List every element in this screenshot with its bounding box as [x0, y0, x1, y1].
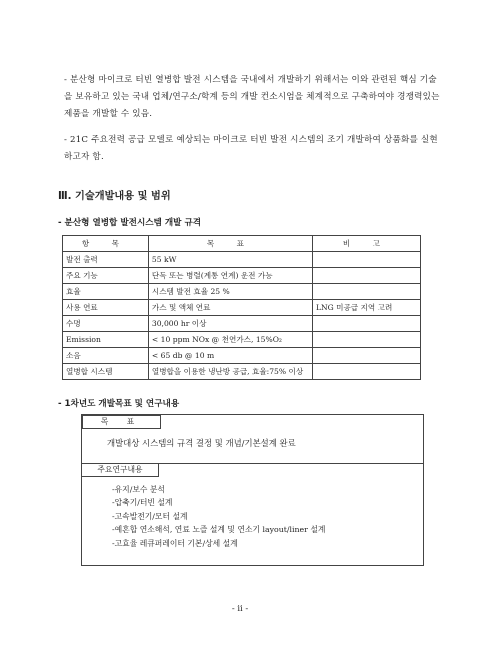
table-row	[63, 284, 421, 300]
table-cell	[312, 252, 420, 268]
table-cell	[312, 348, 420, 364]
intro-paragraph-2: - 21C 주요전력 공급 모델로 예상되는 마이크로 터빈 발전 시스템의 조기 개발하여 상품화를 실현하고자 함.	[64, 135, 438, 162]
table-cell: 가스 및 액체 연료	[148, 300, 312, 316]
table-cell: < 65 db @ 10 m	[148, 348, 312, 364]
header-goal: 목 표	[148, 236, 312, 252]
table-row	[63, 332, 421, 348]
table-cell	[312, 284, 420, 300]
section-heading: Ⅲ. 기술개발내용 및 범위	[58, 191, 171, 202]
table-cell: 열병합을 이용한 냉난방 공급, 효율:75% 이상	[148, 364, 312, 380]
table-header-row	[63, 236, 421, 252]
table-cell	[312, 364, 420, 380]
intro-paragraph-1: - 분산형 마이크로 터빈 열병합 발전 시스템을 국내에서 개발하기 위해서는 이와 관련된 핵심 기술을 보유하고 있는 국내 업체/연구소/학계 등의 개발 컨소시엄을 체계적으로 구축하여야 경쟁력있는 제품을 개발할 수 있음.	[64, 75, 440, 119]
table-cell: 소음	[63, 348, 149, 364]
table-cell: 시스템 발전 효율 25 %	[148, 284, 312, 300]
goal-text: 개발대상 시스템의 규격 결정 및 개념/기본설계 완료	[107, 438, 296, 448]
table-cell: 55 kW	[148, 252, 312, 268]
table-cell: LNG 미공급 지역 고려	[312, 300, 420, 316]
table-cell	[312, 268, 420, 284]
table-cell: 단독 또는 병렬(계통 연계) 운전 가능	[148, 268, 312, 284]
table-cell	[312, 316, 420, 332]
list-item: -고효율 레큐퍼레이터 기본/상세 설계	[112, 538, 238, 548]
table-cell: 주요 기능	[63, 268, 149, 284]
list-item: -압축기/터빈 설계	[112, 498, 173, 508]
table-row	[63, 252, 421, 268]
table-row	[63, 268, 421, 284]
page-number: - ii -	[231, 603, 249, 613]
content-list	[112, 483, 325, 550]
content-label: 주요연구내용	[81, 463, 159, 477]
table-cell	[312, 332, 420, 348]
list-item: -고속발전기/모터 설계	[112, 511, 188, 521]
table-cell: 효율	[63, 284, 149, 300]
table-cell: 사용 연료	[63, 300, 149, 316]
table-cell: Emission	[63, 332, 149, 348]
spec-table	[62, 235, 421, 380]
header-item: 항 목	[63, 236, 149, 252]
header-note: 비 고	[312, 236, 420, 252]
table-row	[63, 300, 421, 316]
list-item: -유지/보수 분석	[112, 485, 165, 494]
list-item: -예혼합 연소해석, 연료 노즐 설계 및 연소기 layout/liner 설계	[112, 525, 326, 535]
table-cell: < 10 ppm NOx @ 천연가스, 15%O₂	[148, 332, 312, 348]
table-row	[63, 316, 421, 332]
year1-title: - 1차년도 개발목표 및 연구내용	[58, 399, 180, 409]
year1-objective-box	[81, 414, 424, 566]
table-cell: 열병합 시스템	[63, 364, 149, 380]
table-cell: 수명	[63, 316, 149, 332]
goal-label: 목 표	[82, 415, 161, 429]
table-row	[63, 364, 421, 380]
table-row	[63, 348, 421, 364]
table-cell: 발전 출력	[63, 252, 149, 268]
table-cell: 30,000 hr 이상	[148, 316, 312, 332]
spec-title: - 분산형 열병합 발전시스템 개발 규격	[58, 218, 202, 228]
